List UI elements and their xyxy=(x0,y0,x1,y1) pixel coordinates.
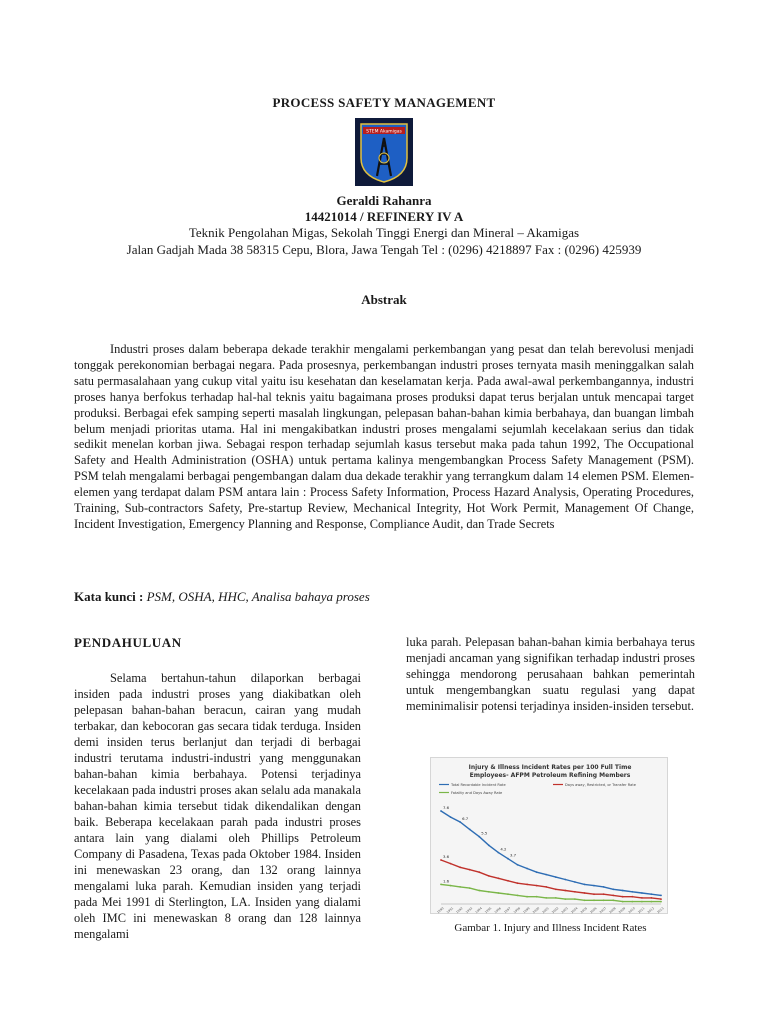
x-tick-2005: 2005 xyxy=(579,906,589,915)
x-tick-2000: 2000 xyxy=(531,906,541,915)
series-1-point-11 xyxy=(545,886,547,888)
figure-caption: Gambar 1. Injury and Illness Incident Rates xyxy=(454,922,647,934)
series-0-point-0 xyxy=(440,810,442,812)
keywords-value: PSM, OSHA, HHC, Analisa bahaya proses xyxy=(146,589,370,604)
series-0-point-12 xyxy=(555,876,557,878)
series-2-point-16 xyxy=(593,899,595,901)
paper-title: PROCESS SAFETY MANAGEMENT xyxy=(272,95,496,110)
chart-title-line-1: Injury & Illness Incident Rates per 100 Full Time xyxy=(468,764,632,771)
x-tick-1990: 1990 xyxy=(436,906,445,915)
x-tick-2008: 2008 xyxy=(608,906,617,915)
address: Jalan Gadjah Mada 38 58315 Cepu, Blora, Jawa Tengah Tel : (0296) 4218897 Fax : (0296) 425939 xyxy=(126,242,642,257)
x-tick-1997: 1997 xyxy=(503,906,512,915)
author-block xyxy=(0,193,768,225)
x-tick-1992: 1992 xyxy=(455,906,464,915)
series-1-point-13 xyxy=(564,890,566,892)
legend-label-2: Fatality and Days Away Rate xyxy=(451,791,503,795)
series-1-point-10 xyxy=(536,885,538,887)
data-label-3: 4.2 xyxy=(500,846,507,852)
institution-logo xyxy=(355,118,413,186)
logo-text: STEM Akamigas xyxy=(366,129,402,135)
series-2-point-12 xyxy=(555,897,557,899)
series-0-point-6 xyxy=(498,852,500,854)
series-1-point-1 xyxy=(450,863,452,865)
series-0-point-3 xyxy=(469,829,471,831)
x-tick-2006: 2006 xyxy=(589,906,598,915)
series-0-point-11 xyxy=(545,874,547,876)
series-0-point-15 xyxy=(584,884,586,886)
chart-title-line-2: Employees- AFPM Petroleum Refining Members xyxy=(469,772,631,779)
series-2-point-19 xyxy=(622,901,624,903)
series-2-point-2 xyxy=(459,886,461,888)
data-label-1: 6.7 xyxy=(462,816,469,821)
series-2-point-0 xyxy=(440,884,442,886)
data-label-6: 1.6 xyxy=(443,878,450,884)
series-2-point-18 xyxy=(612,899,614,901)
series-0-point-13 xyxy=(564,879,566,881)
series-2-point-4 xyxy=(478,890,480,892)
series-0-point-16 xyxy=(593,885,595,887)
x-tick-2007: 2007 xyxy=(598,906,608,915)
series-1-point-19 xyxy=(622,896,624,898)
series-2-point-13 xyxy=(564,898,566,900)
series-1-point-17 xyxy=(603,893,605,895)
series-1-point-15 xyxy=(584,892,586,894)
x-tick-2003: 2003 xyxy=(560,906,569,915)
series-2-point-20 xyxy=(631,901,633,903)
x-tick-1998: 1998 xyxy=(512,906,522,915)
x-tick-2001: 2001 xyxy=(541,906,550,915)
legend-label-0: Total Recordable Incident Rate xyxy=(451,783,506,787)
series-0-point-5 xyxy=(488,844,490,846)
abstract-text: Industri proses dalam beberapa dekade terakhir mengalami perkembangan yang pesat dan telah berevolusi menjadi tonggak perekonomian berbagai negara. Pada prosesnya, perkembangan industri proses ternyata masih meninggalkan salah satu permasalahaan yang cukup vital yaitu isu kesehatan dan keselamatan kerja. Pada awal-awal perkembangannya, industri proses hanya berfokus terhadap hal-hal teknis yaitu bagaimana proses produksi dapat terus berjalan untuk mencapai target produksi. Berbagai efek samping seperti masalah lingkungan, pelepasan bahan-bahan kimia berbahaya, dan buangan limbah belum menjadi prioritas utama. Hal ini mengakibatkan industri proses mengalami sejumlah kecelakaan serius dan tidak sedikit menelan korban jiwa. Sebagai respon terhadap sejumlah kasus tersebut maka pada tahun 1992, The Occupational Safety and Health Administration (OSHA) untuk pertama kalinya mengembangkan Process Safety Management (PSM). PSM telah mengalami berbagai pengembangan dalam dua dekade terakhir yang terrangkum dalam 14 elemen PSM. Elemen-elemen yang terdapat dalam PSM antara lain : Process Safety Information, Process Hazard Analysis, Operating Procedures, Training, Sub-contractors Safety, Pre-startup Review, Mechanical Integrity, Hot Work Permit, Management Of Change, Incident Investigation, Emergency Planning and Response, Compliance Audit, dan Trade Secrets xyxy=(74,342,694,531)
series-1-point-9 xyxy=(526,884,528,886)
series-0-point-19 xyxy=(622,890,624,892)
series-2-point-17 xyxy=(603,899,605,901)
series-1-point-3 xyxy=(469,869,471,871)
series-2-point-23 xyxy=(660,901,662,903)
series-2-point-11 xyxy=(545,897,547,899)
series-0-point-17 xyxy=(603,886,605,888)
series-2-point-3 xyxy=(469,887,471,889)
series-1-point-14 xyxy=(574,891,576,893)
affiliation: Teknik Pengolahan Migas, Sekolah Tinggi Energi dan Mineral – Akamigas xyxy=(188,225,580,240)
incident-rate-chart xyxy=(430,757,668,914)
series-1-point-2 xyxy=(459,866,461,868)
chart-svg xyxy=(431,758,669,915)
series-2-point-6 xyxy=(498,892,500,894)
x-tick-2011: 2011 xyxy=(637,906,646,915)
author-id: 14421014 / REFINERY IV A xyxy=(304,209,464,224)
keywords xyxy=(74,589,694,605)
series-line-2 xyxy=(441,884,661,901)
series-0-point-9 xyxy=(526,868,528,870)
series-2-point-8 xyxy=(517,895,519,897)
x-tick-1999: 1999 xyxy=(522,906,531,915)
series-2-point-10 xyxy=(536,896,538,898)
series-0-point-20 xyxy=(631,891,633,893)
abstract-heading: Abstrak xyxy=(361,292,407,307)
series-1-point-7 xyxy=(507,880,509,882)
series-line-0 xyxy=(441,811,661,895)
series-1-point-4 xyxy=(478,871,480,873)
x-tick-2004: 2004 xyxy=(570,906,579,915)
x-tick-2002: 2002 xyxy=(550,906,560,915)
x-tick-1991: 1991 xyxy=(445,906,455,915)
x-tick-1996: 1996 xyxy=(493,906,502,915)
x-tick-1994: 1994 xyxy=(474,906,483,915)
series-2-point-1 xyxy=(450,885,452,887)
series-2-point-15 xyxy=(584,899,586,901)
series-1-point-6 xyxy=(498,877,500,879)
intro-left-column: Selama bertahun-tahun dilaporkan berbagai insiden pada industri proses yang diakibatkan oleh pelepasan bahan-bahan beracun, cairan yang mudah terbakar, dan kebocoran gas secara tidak terduga. Insiden demi insiden terus berlanjut dan terjadi di berbagai industri terutama industri-industri yang menggunakan bahan-bahan kimia berbahaya. Potensi terjadinya kecelakaan pada industri proses akan selalu ada manakala bahan-bahan kimia tersebut tidak dikendalikan dengan baik. Beberapa kecelakaan parah pada industri proses antara lain yang dialami oleh Phillips Petroleum Company di Pasadena, Texas pada Oktober 1984. Insiden ini menewaskan 23 orang, dan 132 orang lainnya mengalami luka parah. Kemudian insiden yang terjadi pada Mei 1991 di Sterlington, LA. Insiden yang dialami oleh IMC ini menewaskan 8 orang dan 128 lainnya mengalami xyxy=(74,671,361,941)
series-2-point-21 xyxy=(641,901,643,903)
section-heading: PENDAHULUAN xyxy=(74,635,182,650)
series-0-point-18 xyxy=(612,888,614,890)
series-0-point-23 xyxy=(660,895,662,897)
series-0-point-14 xyxy=(574,881,576,883)
author-name: Geraldi Rahanra xyxy=(336,193,432,208)
x-tick-2009: 2009 xyxy=(617,906,627,915)
data-label-2: 5.5 xyxy=(481,830,488,836)
series-0-point-4 xyxy=(478,836,480,838)
series-2-point-22 xyxy=(651,901,653,903)
series-2-point-14 xyxy=(574,898,576,900)
series-0-point-22 xyxy=(651,893,653,895)
legend-label-1: Days away, Restricted, or Transfer Rate xyxy=(565,783,636,787)
series-1-point-12 xyxy=(555,888,557,890)
series-0-point-1 xyxy=(450,816,452,818)
x-tick-2013: 2013 xyxy=(656,906,665,915)
series-2-point-5 xyxy=(488,891,490,893)
series-1-point-18 xyxy=(612,895,614,897)
series-line-1 xyxy=(441,860,661,899)
series-1-point-8 xyxy=(517,882,519,884)
series-1-point-23 xyxy=(660,898,662,900)
series-0-point-2 xyxy=(459,821,461,823)
x-tick-1993: 1993 xyxy=(464,906,474,915)
series-1-point-0 xyxy=(440,859,442,861)
series-0-point-7 xyxy=(507,858,509,860)
keywords-label: Kata kunci : xyxy=(74,589,144,604)
series-1-point-22 xyxy=(651,897,653,899)
series-2-point-7 xyxy=(507,893,509,895)
series-0-point-10 xyxy=(536,871,538,873)
series-1-point-5 xyxy=(488,875,490,877)
series-2-point-9 xyxy=(526,896,528,898)
series-0-point-21 xyxy=(641,892,643,894)
series-0-point-8 xyxy=(517,864,519,866)
data-label-0: 7.6 xyxy=(443,805,450,810)
data-label-5: 3.6 xyxy=(443,854,450,859)
data-label-4: 3.7 xyxy=(510,852,517,858)
x-tick-2010: 2010 xyxy=(627,906,636,915)
x-tick-2012: 2012 xyxy=(646,906,655,915)
x-tick-1995: 1995 xyxy=(483,906,493,915)
logo-emblem-icon xyxy=(355,118,413,186)
series-1-point-20 xyxy=(631,896,633,898)
series-1-point-16 xyxy=(593,893,595,895)
intro-right-column: luka parah. Pelepasan bahan-bahan kimia berbahaya terus menjadi ancaman yang signifikan terhadap industri proses sehingga mendorong perusahaan bahkan pemerintah untuk mengembangkan suatu regulasi yang dapat meminimalisir potensi terjadinya insiden-insiden tersebut. xyxy=(406,635,695,713)
series-1-point-21 xyxy=(641,897,643,899)
